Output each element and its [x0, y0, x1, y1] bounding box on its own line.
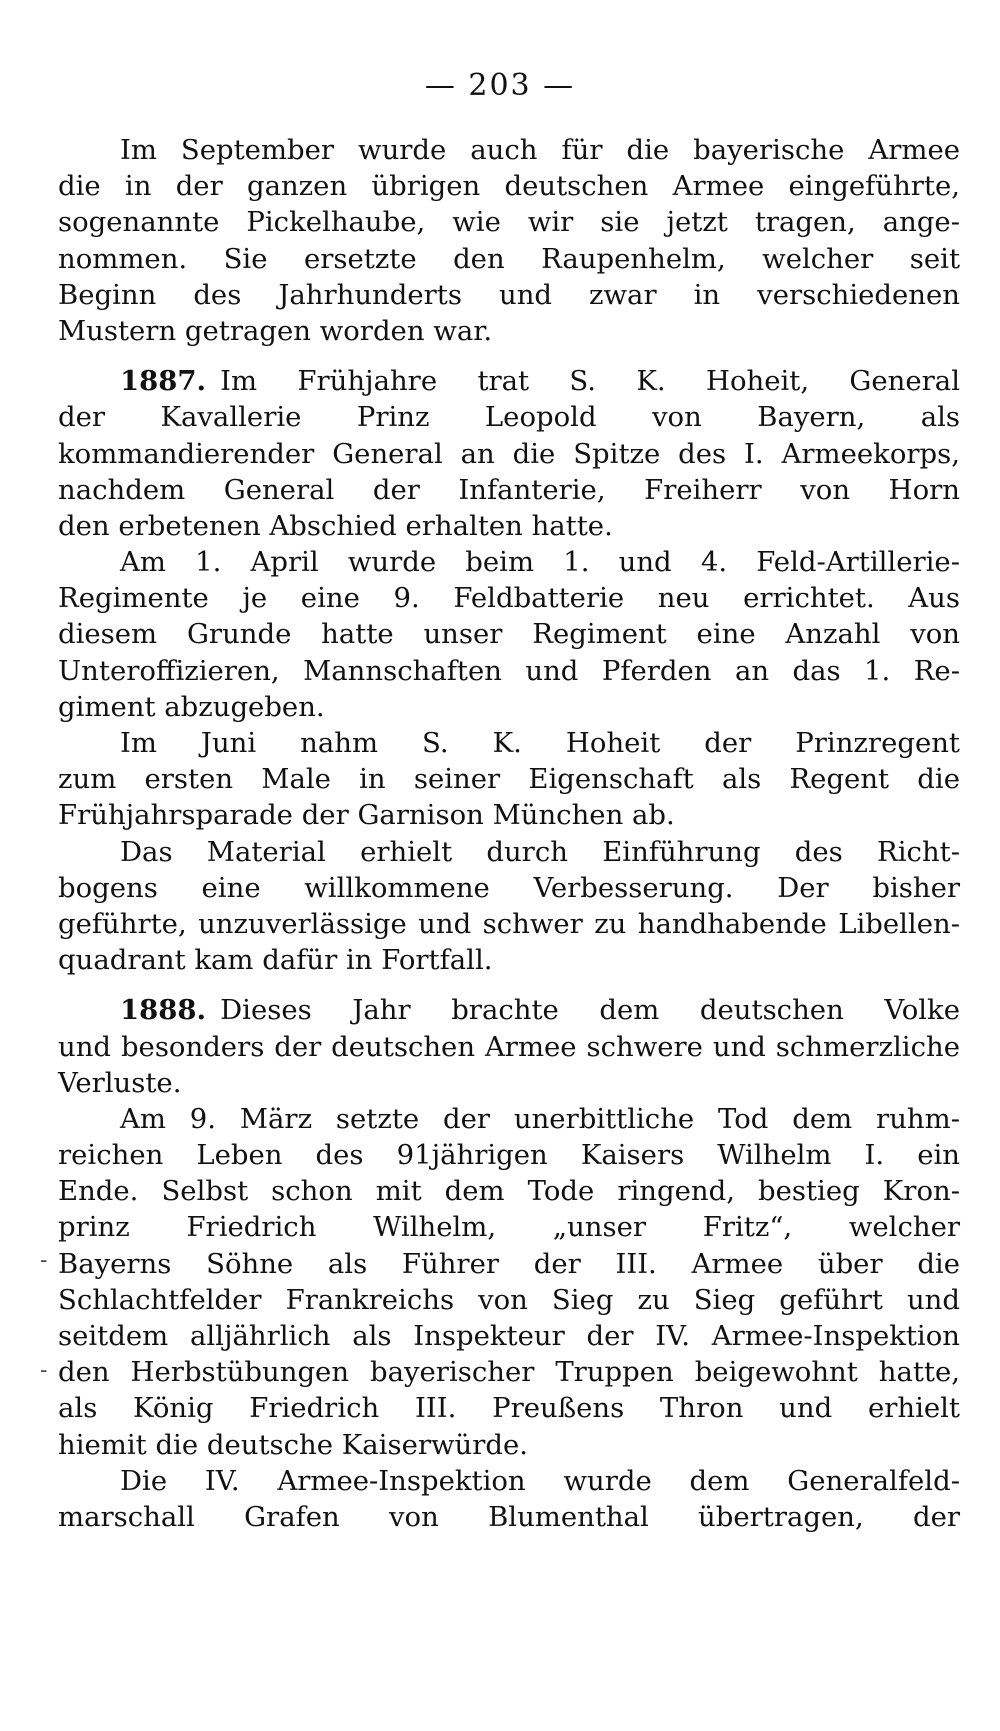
text-line: geführte, unzuverlässige und schwer zu handhabende Libellen- — [58, 907, 960, 940]
text-line — [58, 992, 960, 1028]
text-line — [58, 363, 960, 399]
year-heading: 1888. — [120, 994, 207, 1027]
year-heading: 1887. — [120, 365, 207, 398]
text-line: Verluste. — [58, 1066, 182, 1099]
text-line: reichen Leben des 91jährigen Kaisers Wilhelm I. ein — [58, 1139, 960, 1172]
text-line: Im Juni nahm S. K. Hoheit der Prinzregent — [120, 727, 960, 759]
text-line: hiemit die deutsche Kaiserwürde. — [58, 1428, 529, 1461]
text-line: Ende. Selbst schon mit dem Tode ringend, bestieg Kron- — [58, 1175, 960, 1208]
text-line: diesem Grunde hatte unser Regiment eine Anzahl von — [58, 618, 960, 651]
text-line: zum ersten Male in seiner Eigenschaft als Regent die — [58, 763, 960, 796]
text-line: prinz Friedrich Wilhelm, „unser Fritz“, welcher — [58, 1211, 960, 1244]
paragraph-1887 — [58, 363, 960, 544]
body-text — [58, 132, 960, 1535]
text-line: seitdem alljährlich als Inspekteur der IV. Armee-Inspektion — [58, 1320, 960, 1352]
text-line: Die IV. Armee-Inspektion wurde dem Generalfeld- — [120, 1464, 960, 1497]
text-line: Am 9. März setzte der unerbittliche Tod dem ruhm- — [120, 1102, 960, 1135]
text-line: nachdem General der Infanterie, Freiherr von Horn — [58, 473, 960, 506]
text-line: den erbetenen Abschied erhalten hatte. — [58, 509, 613, 542]
page-number-header: — 203 — — [424, 68, 576, 103]
text-line: Am 1. April wurde beim 1. und 4. Feld-Artillerie- — [120, 546, 960, 579]
text-line: Bayerns Söhne als Führer der III. Armee über die — [58, 1247, 960, 1280]
text-line-content: Dieses Jahr brachte dem deutschen Volke — [220, 994, 960, 1027]
paragraph-richtbogen — [58, 834, 960, 979]
text-line: nommen. Sie ersetzte den Raupenhelm, welcher seit — [58, 242, 960, 275]
paragraph-1888 — [58, 992, 960, 1101]
text-line: quadrant kam dafür in Fortfall. — [58, 944, 493, 977]
text-line: Beginn des Jahrhunderts und zwar in verschiedenen — [58, 278, 960, 311]
text-line: der Kavallerie Prinz Leopold von Bayern, als — [58, 401, 960, 434]
text-line-content: Im Frühjahre trat S. K. Hoheit, General — [220, 365, 960, 398]
text-line: Frühjahrsparade der Garnison München ab. — [58, 799, 675, 832]
text-line: Im September wurde auch für die bayerische Armee — [120, 134, 960, 166]
margin-dash-mark: - — [40, 1248, 48, 1273]
text-line: als König Friedrich III. Preußens Thron und erhielt — [58, 1392, 960, 1425]
text-line: Schlachtfelder Frankreichs von Sieg zu Sieg geführt und — [58, 1283, 960, 1316]
margin-dash-mark: - — [40, 1358, 48, 1383]
text-line: Unteroffizieren, Mannschaften und Pferden an das 1. Re- — [58, 654, 960, 687]
text-line: sogenannte Pickelhaube, wie wir sie jetzt tragen, ange- — [58, 206, 960, 239]
paragraph-kaiser-wilhelm — [58, 1101, 960, 1463]
text-line: bogens eine willkommene Verbesserung. Der bisher — [58, 871, 960, 904]
paragraph-pickelhaube — [58, 132, 960, 349]
text-line: marschall Grafen von Blumenthal übertragen, der — [58, 1500, 960, 1533]
text-line: die in der ganzen übrigen deutschen Armee eingeführte, — [58, 170, 960, 203]
text-line: Das Material erhielt durch Einführung des Richt- — [120, 835, 960, 868]
text-line: und besonders der deutschen Armee schwere und schmerzliche — [58, 1030, 960, 1063]
text-line: Mustern getragen worden war. — [58, 314, 493, 347]
paragraph-feldbatterie — [58, 544, 960, 725]
paragraph-fruehjahrsparade — [58, 725, 960, 834]
text-line: Regimente je eine 9. Feldbatterie neu errichtet. Aus — [58, 582, 960, 615]
text-line: giment abzugeben. — [58, 690, 325, 723]
text-line: kommandierender General an die Spitze des I. Armeekorps, — [58, 437, 960, 470]
paragraph-blumenthal — [58, 1463, 960, 1535]
text-line: den Herbstübungen bayerischer Truppen beigewohnt hatte, — [58, 1356, 960, 1389]
